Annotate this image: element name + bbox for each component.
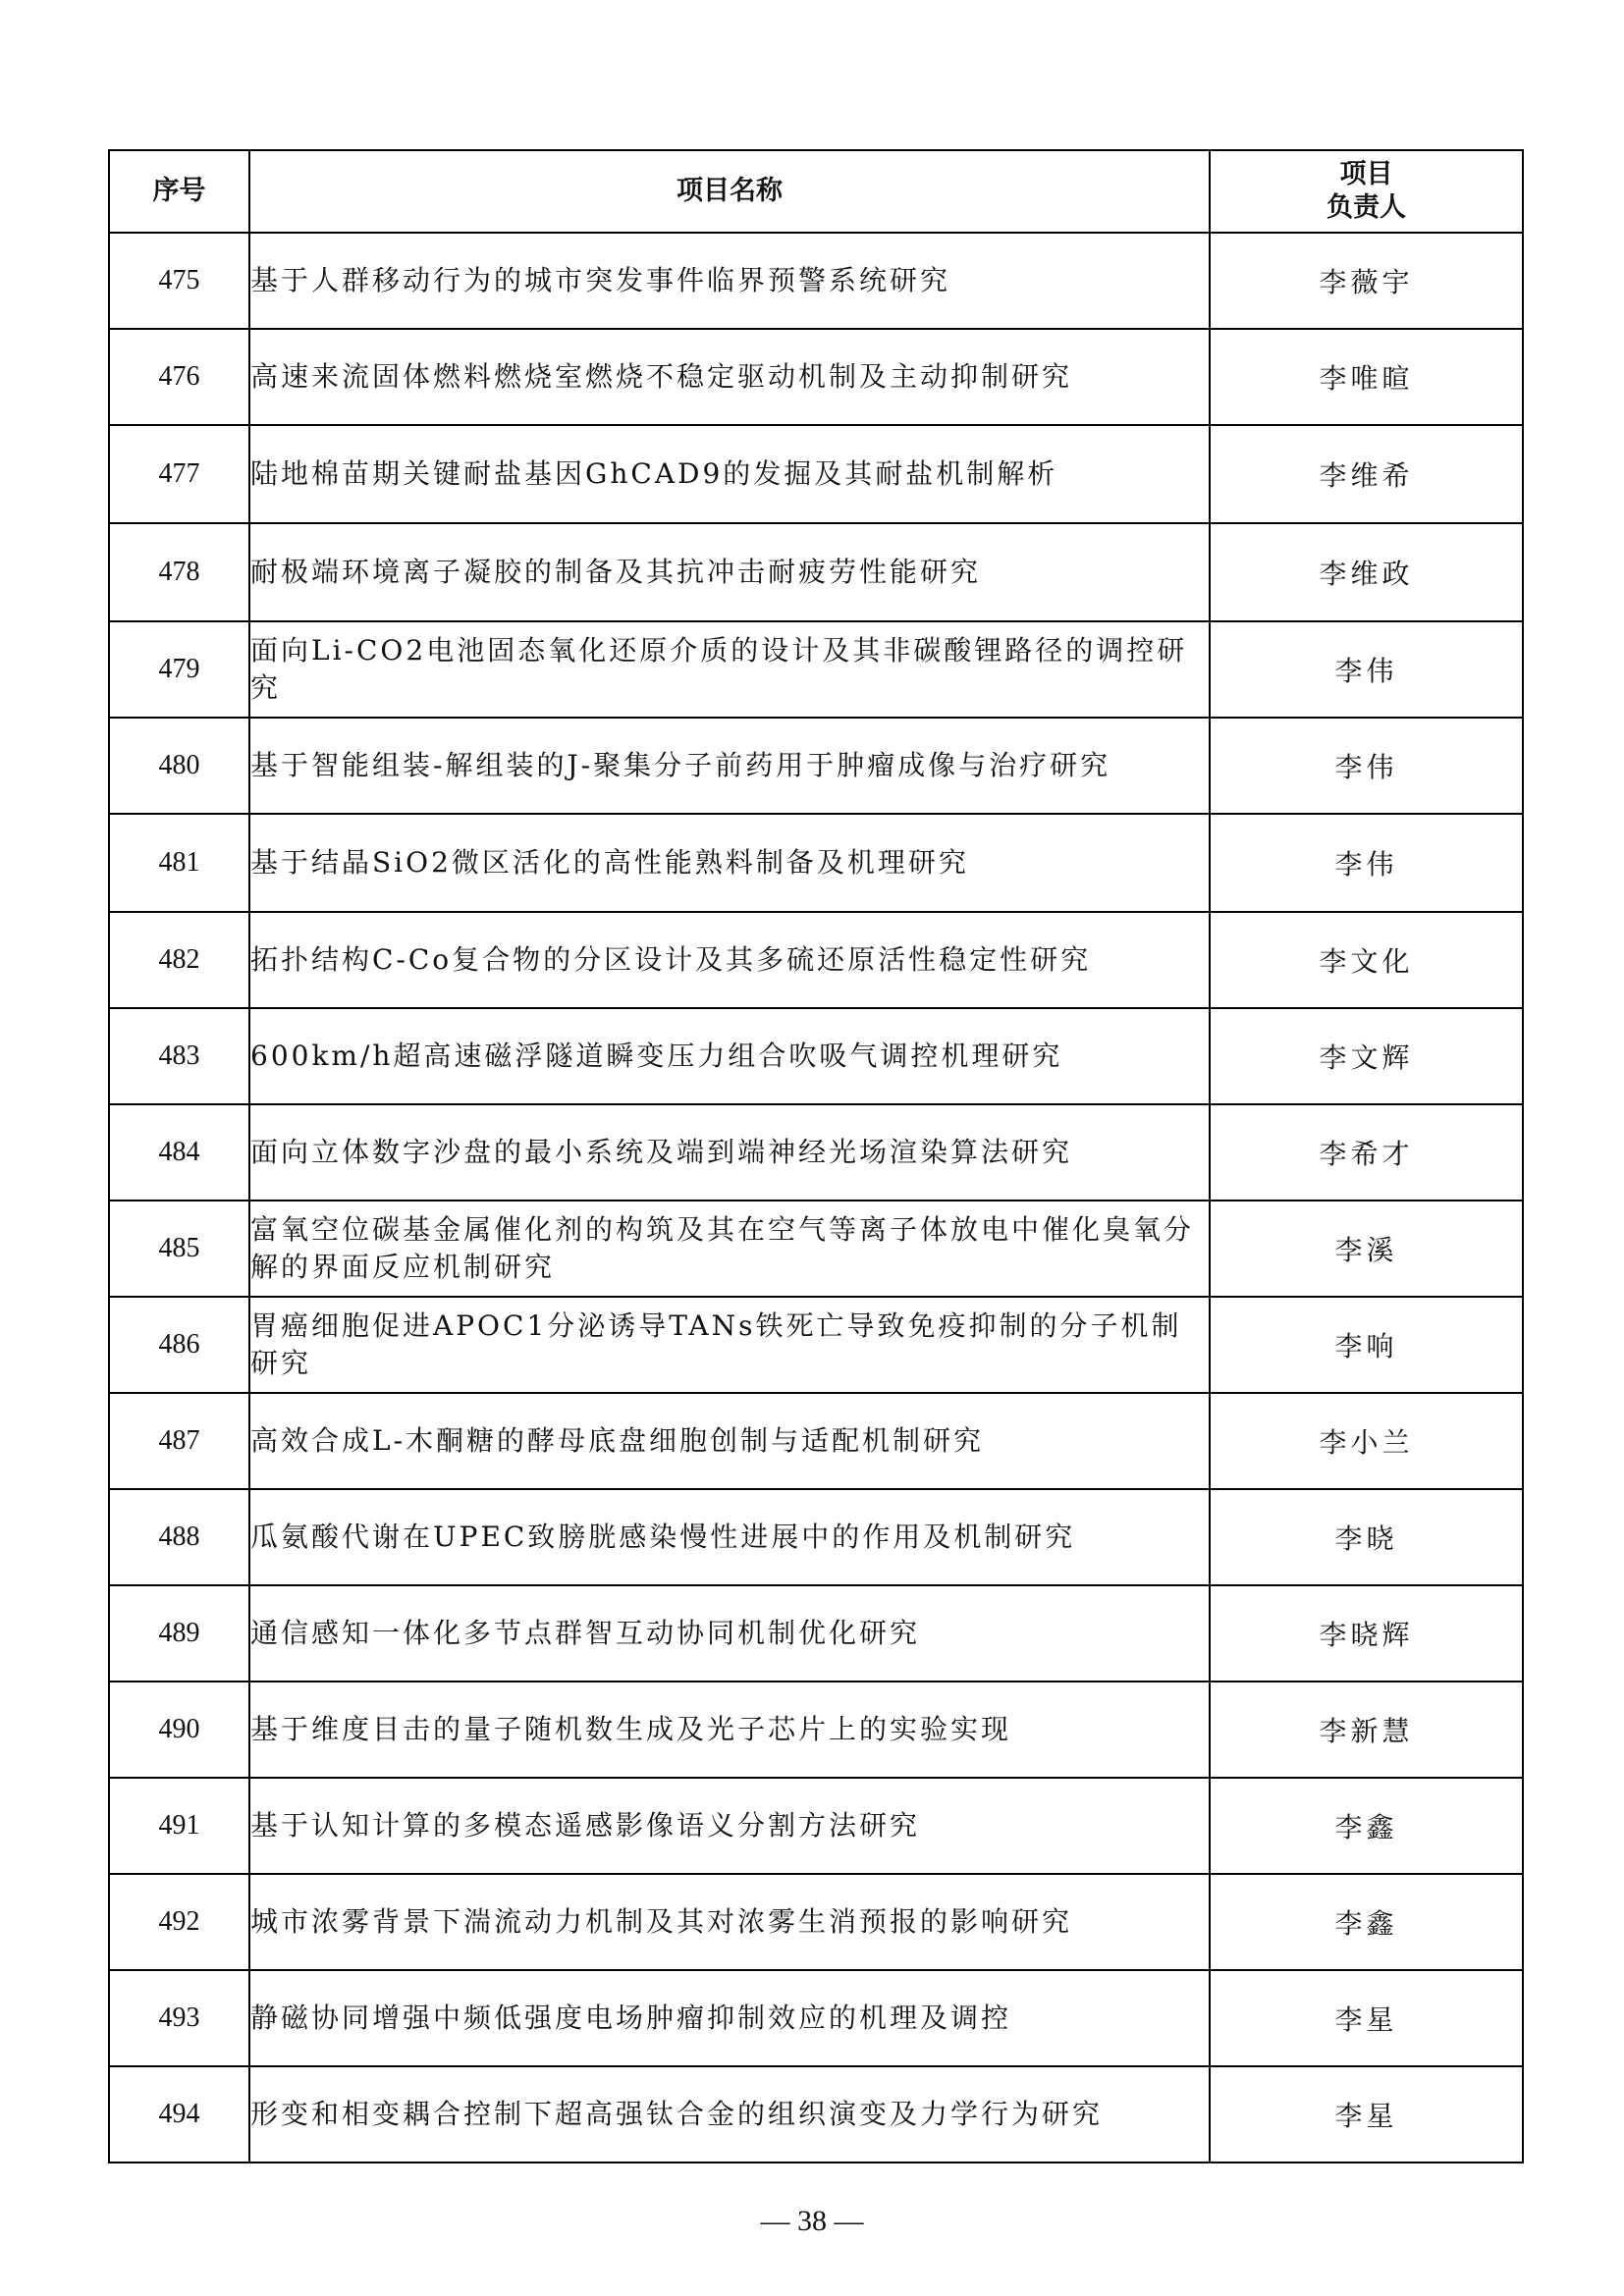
row-project-name-cell: 高效合成L-木酮糖的酵母底盘细胞创制与适配机制研究 bbox=[249, 1393, 1210, 1489]
row-owner-cell: 李晓 bbox=[1210, 1489, 1523, 1585]
row-project-name-cell: 高速来流固体燃料燃烧室燃烧不稳定驱动机制及主动抑制研究 bbox=[249, 329, 1210, 425]
table-row bbox=[109, 1008, 1523, 1104]
header-owner-line2: 负责人 bbox=[1326, 192, 1406, 223]
table-row bbox=[109, 1682, 1523, 1778]
row-project-name-cell: 基于维度目击的量子随机数生成及光子芯片上的实验实现 bbox=[249, 1682, 1210, 1778]
row-index-cell: 478 bbox=[109, 523, 249, 621]
row-owner-cell: 李唯暄 bbox=[1210, 329, 1523, 425]
row-index-cell: 488 bbox=[109, 1489, 249, 1585]
row-project-name-cell: 基于结晶SiO2微区活化的高性能熟料制备及机理研究 bbox=[249, 814, 1210, 912]
row-index-cell: 492 bbox=[109, 1874, 249, 1970]
table-row bbox=[109, 1585, 1523, 1682]
row-index-cell: 480 bbox=[109, 718, 249, 814]
row-owner-cell: 李文辉 bbox=[1210, 1008, 1523, 1104]
table-row bbox=[109, 1393, 1523, 1489]
header-owner bbox=[1210, 150, 1523, 233]
row-owner-cell: 李维政 bbox=[1210, 523, 1523, 621]
header-project-name: 项目名称 bbox=[249, 150, 1210, 233]
table-row bbox=[109, 425, 1523, 523]
row-owner-cell: 李响 bbox=[1210, 1297, 1523, 1393]
row-owner-cell: 李伟 bbox=[1210, 621, 1523, 718]
row-project-name-cell: 形变和相变耦合控制下超高强钛合金的组织演变及力学行为研究 bbox=[249, 2066, 1210, 2163]
row-index-cell: 485 bbox=[109, 1201, 249, 1297]
row-index-cell: 494 bbox=[109, 2066, 249, 2163]
row-owner-cell: 李希才 bbox=[1210, 1104, 1523, 1201]
table-row bbox=[109, 233, 1523, 329]
row-project-name-cell: 基于人群移动行为的城市突发事件临界预警系统研究 bbox=[249, 233, 1210, 329]
table-row bbox=[109, 1297, 1523, 1393]
header-owner-line1: 项目 bbox=[1339, 159, 1393, 189]
row-index-cell: 491 bbox=[109, 1778, 249, 1874]
table-row bbox=[109, 814, 1523, 912]
table-row bbox=[109, 718, 1523, 814]
table-body bbox=[109, 233, 1523, 2163]
table-row bbox=[109, 329, 1523, 425]
row-owner-cell: 李文化 bbox=[1210, 912, 1523, 1008]
row-owner-cell: 李晓辉 bbox=[1210, 1585, 1523, 1682]
row-project-name-cell: 基于智能组装-解组装的J-聚集分子前药用于肿瘤成像与治疗研究 bbox=[249, 718, 1210, 814]
table-row bbox=[109, 1778, 1523, 1874]
row-owner-cell: 李星 bbox=[1210, 1970, 1523, 2066]
row-index-cell: 489 bbox=[109, 1585, 249, 1682]
row-project-name-cell: 富氧空位碳基金属催化剂的构筑及其在空气等离子体放电中催化臭氧分解的界面反应机制研究 bbox=[249, 1201, 1210, 1297]
row-project-name-cell: 基于认知计算的多模态遥感影像语义分割方法研究 bbox=[249, 1778, 1210, 1874]
header-index: 序号 bbox=[109, 150, 249, 233]
row-index-cell: 475 bbox=[109, 233, 249, 329]
table-row bbox=[109, 1970, 1523, 2066]
row-owner-cell: 李伟 bbox=[1210, 814, 1523, 912]
row-project-name-cell: 拓扑结构C-Co复合物的分区设计及其多硫还原活性稳定性研究 bbox=[249, 912, 1210, 1008]
row-index-cell: 481 bbox=[109, 814, 249, 912]
row-index-cell: 477 bbox=[109, 425, 249, 523]
table-row bbox=[109, 2066, 1523, 2163]
row-owner-cell: 李小兰 bbox=[1210, 1393, 1523, 1489]
row-owner-cell: 李星 bbox=[1210, 2066, 1523, 2163]
row-project-name-cell: 面向Li-CO2电池固态氧化还原介质的设计及其非碳酸锂路径的调控研究 bbox=[249, 621, 1210, 718]
row-project-name-cell: 面向立体数字沙盘的最小系统及端到端神经光场渲染算法研究 bbox=[249, 1104, 1210, 1201]
row-owner-cell: 李溪 bbox=[1210, 1201, 1523, 1297]
table-row bbox=[109, 912, 1523, 1008]
row-index-cell: 479 bbox=[109, 621, 249, 718]
row-project-name-cell: 通信感知一体化多节点群智互动协同机制优化研究 bbox=[249, 1585, 1210, 1682]
table-row bbox=[109, 523, 1523, 621]
row-index-cell: 484 bbox=[109, 1104, 249, 1201]
row-owner-cell: 李鑫 bbox=[1210, 1874, 1523, 1970]
row-owner-cell: 李维希 bbox=[1210, 425, 1523, 523]
table-row bbox=[109, 1201, 1523, 1297]
row-owner-cell: 李新慧 bbox=[1210, 1682, 1523, 1778]
row-index-cell: 486 bbox=[109, 1297, 249, 1393]
row-project-name-cell: 瓜氨酸代谢在UPEC致膀胱感染慢性进展中的作用及机制研究 bbox=[249, 1489, 1210, 1585]
project-table bbox=[108, 149, 1524, 2163]
row-project-name-cell: 胃癌细胞促进APOC1分泌诱导TANs铁死亡导致免疫抑制的分子机制研究 bbox=[249, 1297, 1210, 1393]
row-project-name-cell: 600km/h超高速磁浮隧道瞬变压力组合吹吸气调控机理研究 bbox=[249, 1008, 1210, 1104]
row-index-cell: 482 bbox=[109, 912, 249, 1008]
row-index-cell: 490 bbox=[109, 1682, 249, 1778]
row-index-cell: 493 bbox=[109, 1970, 249, 2066]
row-project-name-cell: 城市浓雾背景下湍流动力机制及其对浓雾生消预报的影响研究 bbox=[249, 1874, 1210, 1970]
row-index-cell: 483 bbox=[109, 1008, 249, 1104]
table-header bbox=[109, 150, 1523, 233]
row-index-cell: 476 bbox=[109, 329, 249, 425]
row-project-name-cell: 陆地棉苗期关键耐盐基因GhCAD9的发掘及其耐盐机制解析 bbox=[249, 425, 1210, 523]
table-row bbox=[109, 1489, 1523, 1585]
table-row bbox=[109, 1104, 1523, 1201]
row-index-cell: 487 bbox=[109, 1393, 249, 1489]
row-project-name-cell: 耐极端环境离子凝胶的制备及其抗冲击耐疲劳性能研究 bbox=[249, 523, 1210, 621]
page-number: — 38 — bbox=[760, 2205, 864, 2237]
table-row bbox=[109, 621, 1523, 718]
row-owner-cell: 李鑫 bbox=[1210, 1778, 1523, 1874]
table-row bbox=[109, 1874, 1523, 1970]
row-owner-cell: 李伟 bbox=[1210, 718, 1523, 814]
row-owner-cell: 李薇宇 bbox=[1210, 233, 1523, 329]
row-project-name-cell: 静磁协同增强中频低强度电场肿瘤抑制效应的机理及调控 bbox=[249, 1970, 1210, 2066]
header-row bbox=[109, 150, 1523, 233]
